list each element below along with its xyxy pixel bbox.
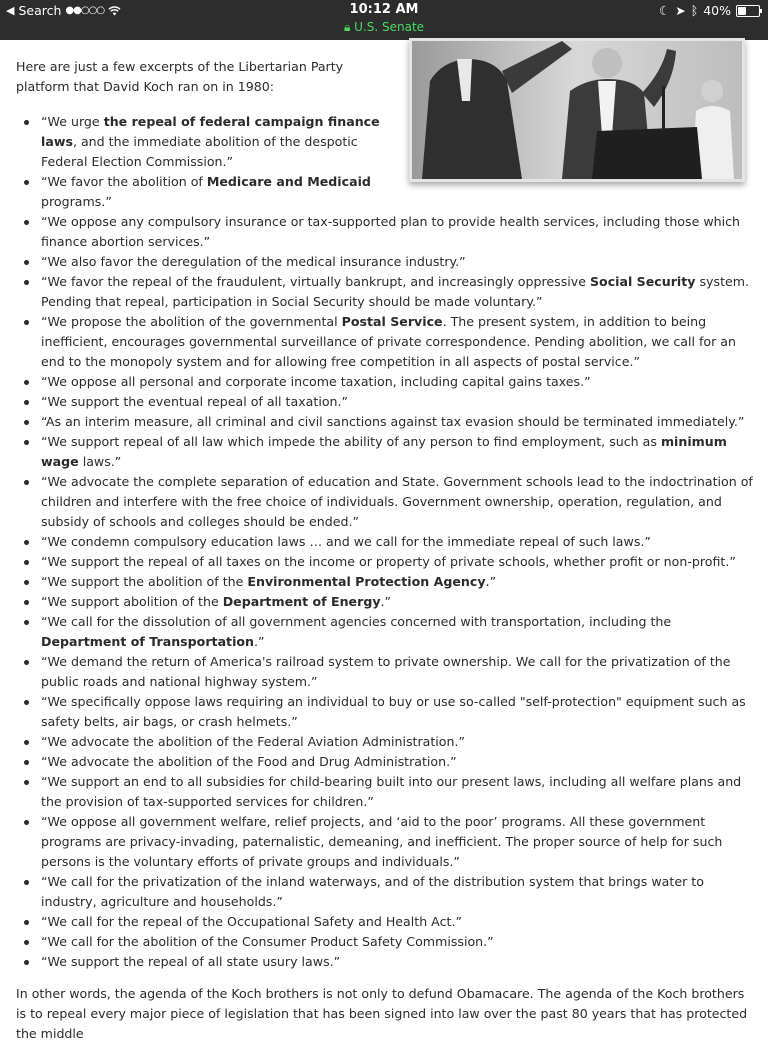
item-text-tail: system. Pending that repeal, participation in Social Security should be made voluntary.” (41, 274, 750, 309)
item-text: “We call for the repeal of the Occupational Safety and Health Act.” (41, 914, 462, 929)
list-item (0, 592, 768, 612)
signal-dots-icon: ●●○○○ (65, 5, 105, 16)
lock-icon: 🔒︎ (343, 20, 351, 34)
clock: 10:12 AM (349, 2, 419, 17)
item-text: “We oppose any compulsory insurance or tax-supported plan to provide health services, including those which finance abortion services.” (41, 214, 741, 249)
article-content[interactable] (0, 40, 768, 1041)
item-text-tail: programs.” (41, 194, 112, 209)
item-text: “We condemn compulsory education laws … and we call for the immediate repeal of such laws.” (41, 534, 651, 549)
list-item (0, 412, 768, 432)
item-text: “We also favor the deregulation of the medical insurance industry.” (41, 254, 466, 269)
battery-icon (736, 5, 760, 17)
item-emphasis: Medicare and Medicaid (206, 174, 371, 189)
battery-percent: 40% (703, 3, 731, 18)
platform-excerpts-list (0, 112, 768, 972)
list-item (0, 812, 768, 872)
list-item (0, 612, 768, 652)
outro-paragraph: In other words, the agenda of the Koch brothers is not only to defund Obamacare. The agenda of the Koch brothers is to repeal every major piece of legislation that has been signed into law over the past 80 years that has protected the middle (16, 986, 748, 1041)
item-text-tail: laws.” (78, 454, 122, 469)
item-text: “We favor the repeal of the fraudulent, virtually bankrupt, and increasingly oppressive (41, 274, 590, 289)
status-bar (0, 0, 768, 40)
item-text-tail: . The present system, in addition to being inefficient, encourages governmental surveillance of private correspondence. Pending abolition, we call for an end to the monopoly system and for allowing free competition in all aspects of postal service.” (41, 314, 736, 369)
list-item (0, 272, 768, 312)
list-item (0, 732, 768, 752)
item-text: “We support abolition of the (41, 594, 223, 609)
item-text-tail: .” (485, 574, 497, 589)
back-arrow-icon[interactable]: ◀ (6, 4, 15, 17)
item-text: “We demand the return of America's railroad system to private ownership. We call for the privatization of the public roads and national highway system.” (41, 654, 731, 689)
intro-paragraph: Here are just a few excerpts of the Libertarian Party platform that David Koch ran on in 1980: (16, 59, 344, 94)
item-text: “We oppose all government welfare, relief projects, and ‘aid to the poor’ programs. All these government programs are privacy-invading, paternalistic, demeaning, and inefficient. The proper source of help for such persons is the voluntary efforts of private groups and individuals.” (41, 814, 723, 869)
list-item (0, 532, 768, 552)
list-item (0, 372, 768, 392)
item-text: “We call for the abolition of the Consumer Product Safety Commission.” (41, 934, 494, 949)
list-item (0, 112, 768, 172)
item-emphasis: Environmental Protection Agency (247, 574, 486, 589)
url-label[interactable]: U.S. Senate (354, 20, 425, 34)
item-text: “We support repeal of all law which impede the ability of any person to find employment, such as (41, 434, 661, 449)
list-item (0, 912, 768, 932)
list-item (0, 252, 768, 272)
list-item (0, 472, 768, 532)
item-text: “We support the repeal of all taxes on the income or property of private schools, whether profit or non-profit.” (41, 554, 736, 569)
battery-fill (738, 7, 746, 15)
item-text-tail: .” (254, 634, 265, 649)
item-text: “We advocate the abolition of the Federal Aviation Administration.” (41, 734, 466, 749)
item-text: “We support the abolition of the (41, 574, 248, 589)
list-item (0, 872, 768, 912)
item-text: “We favor the abolition of (41, 174, 207, 189)
list-item (0, 692, 768, 732)
item-text: “We specifically oppose laws requiring an individual to buy or use so-called "self-protection" equipment such as safety belts, air bags, or crash helmets.” (41, 694, 746, 729)
list-item (0, 392, 768, 412)
status-right (659, 3, 760, 18)
list-item (0, 552, 768, 572)
item-text: “We propose the abolition of the governmental (41, 314, 342, 329)
item-emphasis: minimum wage (41, 434, 727, 469)
item-text: “We oppose all personal and corporate income taxation, including capital gains taxes.” (41, 374, 591, 389)
back-label[interactable]: Search (18, 3, 62, 18)
item-text: “We support the eventual repeal of all taxation.” (41, 394, 349, 409)
item-text: “We support an end to all subsidies for child-bearing built into our present laws, including all welfare plans and the provision of tax-supported services for children.” (41, 774, 742, 809)
item-emphasis: Social Security (589, 274, 696, 289)
bluetooth-icon: ᛒ (690, 3, 699, 18)
item-emphasis: Department of Transportation (41, 634, 255, 649)
list-item (0, 432, 768, 472)
list-item (0, 572, 768, 592)
list-item (0, 652, 768, 692)
moon-icon: ☾ (658, 3, 671, 18)
item-text-tail: .” (380, 594, 392, 609)
item-emphasis: Postal Service (341, 314, 443, 329)
list-item (0, 932, 768, 952)
url-bar[interactable] (0, 20, 768, 35)
item-text: “We support the repeal of all state usury laws.” (41, 954, 341, 969)
list-item (0, 312, 768, 372)
item-text: “We call for the privatization of the inland waterways, and of the distribution system that brings water to industry, agriculture and households.” (41, 874, 704, 909)
item-text: “We advocate the abolition of the Food and Drug Administration.” (41, 754, 457, 769)
item-emphasis: Department of Energy (222, 594, 381, 609)
item-text: “We advocate the complete separation of education and State. Government schools lead to the indoctrination of children and interfere with the free choice of individuals. Government ownership, operation, regulation, and subsidy of schools and colleges should be ended.” (41, 474, 753, 529)
item-text: “As an interim measure, all criminal and civil sanctions against tax evasion should be terminated immediately.” (41, 414, 745, 429)
list-item (0, 772, 768, 812)
list-item (0, 172, 768, 212)
location-arrow-icon: ➤ (675, 3, 686, 18)
item-text: “We urge (41, 114, 104, 129)
list-item (0, 752, 768, 772)
item-text-tail: , and the immediate abolition of the despotic Federal Election Commission.” (41, 134, 358, 169)
list-item (0, 212, 768, 252)
item-emphasis: the repeal of federal campaign finance laws (41, 114, 380, 149)
item-text: “We call for the dissolution of all government agencies concerned with transportation, including the (41, 614, 672, 629)
list-item (0, 952, 768, 972)
